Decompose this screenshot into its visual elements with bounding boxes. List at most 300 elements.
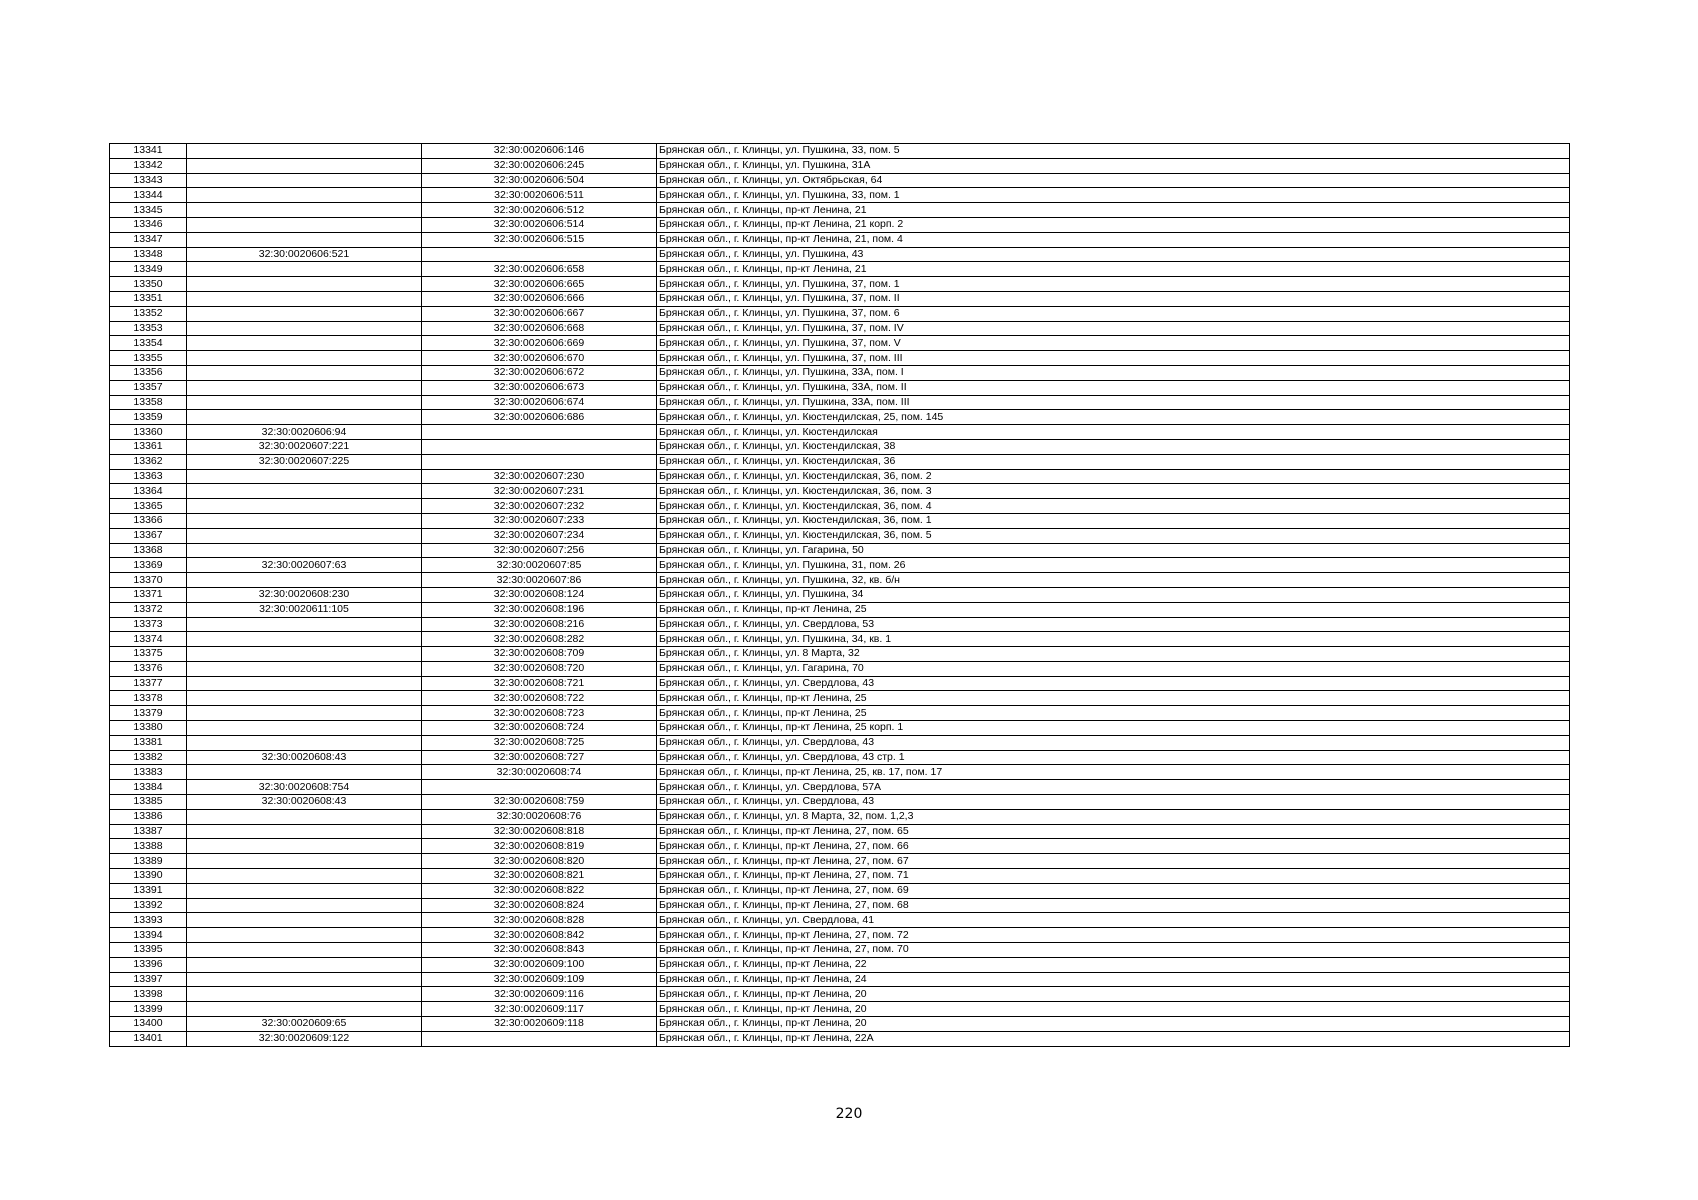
- land-cadastral-number-cell: 32:30:0020608:230: [187, 587, 422, 602]
- building-cadastral-number-cell: [422, 439, 657, 454]
- row-number-cell: 13351: [110, 291, 187, 306]
- row-number-cell: 13371: [110, 587, 187, 602]
- row-number-cell: 13367: [110, 528, 187, 543]
- building-cadastral-number-cell: 32:30:0020607:230: [422, 469, 657, 484]
- building-cadastral-number-cell: [422, 425, 657, 440]
- land-cadastral-number-cell: [187, 676, 422, 691]
- row-number-cell: 13355: [110, 351, 187, 366]
- address-cell: Брянская обл., г. Клинцы, ул. Пушкина, 37, пом. II: [657, 291, 1570, 306]
- land-cadastral-number-cell: [187, 351, 422, 366]
- table-row: [110, 395, 1570, 410]
- address-cell: Брянская обл., г. Клинцы, ул. Кюстендилская, 36, пом. 2: [657, 469, 1570, 484]
- table-row: [110, 706, 1570, 721]
- table-row: [110, 306, 1570, 321]
- row-number-cell: 13349: [110, 262, 187, 277]
- land-cadastral-number-cell: 32:30:0020607:63: [187, 558, 422, 573]
- land-cadastral-number-cell: [187, 854, 422, 869]
- table-row: [110, 1031, 1570, 1046]
- land-cadastral-number-cell: [187, 321, 422, 336]
- row-number-cell: 13401: [110, 1031, 187, 1046]
- building-cadastral-number-cell: 32:30:0020608:709: [422, 647, 657, 662]
- table-row: [110, 410, 1570, 425]
- table-row: [110, 439, 1570, 454]
- address-cell: Брянская обл., г. Клинцы, ул. Кюстендилская, 36, пом. 4: [657, 499, 1570, 514]
- land-cadastral-number-cell: [187, 972, 422, 987]
- row-number-cell: 13365: [110, 499, 187, 514]
- building-cadastral-number-cell: 32:30:0020606:670: [422, 351, 657, 366]
- table-row: [110, 632, 1570, 647]
- building-cadastral-number-cell: 32:30:0020606:669: [422, 336, 657, 351]
- address-cell: Брянская обл., г. Клинцы, пр-кт Ленина, 24: [657, 972, 1570, 987]
- building-cadastral-number-cell: 32:30:0020608:723: [422, 706, 657, 721]
- building-cadastral-number-cell: [422, 454, 657, 469]
- row-number-cell: 13397: [110, 972, 187, 987]
- address-cell: Брянская обл., г. Клинцы, пр-кт Ленина, 20: [657, 987, 1570, 1002]
- table-row: [110, 780, 1570, 795]
- table-row: [110, 913, 1570, 928]
- address-cell: Брянская обл., г. Клинцы, ул. Свердлова, 57А: [657, 780, 1570, 795]
- land-cadastral-number-cell: [187, 410, 422, 425]
- table-row: [110, 232, 1570, 247]
- land-cadastral-number-cell: [187, 513, 422, 528]
- row-number-cell: 13343: [110, 173, 187, 188]
- building-cadastral-number-cell: 32:30:0020606:511: [422, 188, 657, 203]
- table-row: [110, 1017, 1570, 1032]
- table-row: [110, 691, 1570, 706]
- building-cadastral-number-cell: 32:30:0020606:672: [422, 365, 657, 380]
- row-number-cell: 13354: [110, 336, 187, 351]
- land-cadastral-number-cell: [187, 158, 422, 173]
- land-cadastral-number-cell: [187, 987, 422, 1002]
- row-number-cell: 13373: [110, 617, 187, 632]
- building-cadastral-number-cell: 32:30:0020609:116: [422, 987, 657, 1002]
- table-row: [110, 499, 1570, 514]
- building-cadastral-number-cell: 32:30:0020608:76: [422, 809, 657, 824]
- row-number-cell: 13382: [110, 750, 187, 765]
- land-cadastral-number-cell: [187, 765, 422, 780]
- address-cell: Брянская обл., г. Клинцы, пр-кт Ленина, 21 корп. 2: [657, 217, 1570, 232]
- land-cadastral-number-cell: [187, 173, 422, 188]
- address-cell: Брянская обл., г. Клинцы, ул. Кюстендилская, 38: [657, 439, 1570, 454]
- address-cell: Брянская обл., г. Клинцы, ул. Пушкина, 33А, пом. I: [657, 365, 1570, 380]
- address-cell: Брянская обл., г. Клинцы, пр-кт Ленина, 21: [657, 203, 1570, 218]
- row-number-cell: 13377: [110, 676, 187, 691]
- address-cell: Брянская обл., г. Клинцы, ул. Кюстендилская, 36, пом. 5: [657, 528, 1570, 543]
- row-number-cell: 13362: [110, 454, 187, 469]
- row-number-cell: 13380: [110, 721, 187, 736]
- address-cell: Брянская обл., г. Клинцы, пр-кт Ленина, 21: [657, 262, 1570, 277]
- land-cadastral-number-cell: [187, 824, 422, 839]
- address-cell: Брянская обл., г. Клинцы, пр-кт Ленина, 25 корп. 1: [657, 721, 1570, 736]
- row-number-cell: 13358: [110, 395, 187, 410]
- building-cadastral-number-cell: 32:30:0020609:100: [422, 957, 657, 972]
- address-cell: Брянская обл., г. Клинцы, пр-кт Ленина, 25: [657, 706, 1570, 721]
- building-cadastral-number-cell: 32:30:0020608:724: [422, 721, 657, 736]
- row-number-cell: 13381: [110, 735, 187, 750]
- address-cell: Брянская обл., г. Клинцы, пр-кт Ленина, 27, пом. 65: [657, 824, 1570, 839]
- land-cadastral-number-cell: [187, 484, 422, 499]
- table-body: [110, 144, 1570, 1047]
- building-cadastral-number-cell: [422, 780, 657, 795]
- table-row: [110, 513, 1570, 528]
- building-cadastral-number-cell: 32:30:0020608:824: [422, 898, 657, 913]
- row-number-cell: 13378: [110, 691, 187, 706]
- row-number-cell: 13398: [110, 987, 187, 1002]
- table-row: [110, 809, 1570, 824]
- building-cadastral-number-cell: 32:30:0020606:665: [422, 277, 657, 292]
- address-cell: Брянская обл., г. Клинцы, пр-кт Ленина, 27, пом. 72: [657, 928, 1570, 943]
- row-number-cell: 13357: [110, 380, 187, 395]
- table-row: [110, 647, 1570, 662]
- land-cadastral-number-cell: [187, 203, 422, 218]
- address-cell: Брянская обл., г. Клинцы, ул. Пушкина, 33А, пом. III: [657, 395, 1570, 410]
- land-cadastral-number-cell: 32:30:0020606:521: [187, 247, 422, 262]
- address-cell: Брянская обл., г. Клинцы, пр-кт Ленина, 27, пом. 71: [657, 869, 1570, 884]
- building-cadastral-number-cell: 32:30:0020608:196: [422, 602, 657, 617]
- table-row: [110, 869, 1570, 884]
- table-row: [110, 262, 1570, 277]
- building-cadastral-number-cell: 32:30:0020607:234: [422, 528, 657, 543]
- table-row: [110, 351, 1570, 366]
- row-number-cell: 13388: [110, 839, 187, 854]
- table-row: [110, 558, 1570, 573]
- land-cadastral-number-cell: [187, 913, 422, 928]
- address-cell: Брянская обл., г. Клинцы, ул. Пушкина, 34, кв. 1: [657, 632, 1570, 647]
- address-cell: Брянская обл., г. Клинцы, ул. Кюстендилская, 25, пом. 145: [657, 410, 1570, 425]
- table-row: [110, 617, 1570, 632]
- land-cadastral-number-cell: [187, 380, 422, 395]
- land-cadastral-number-cell: [187, 365, 422, 380]
- table-row: [110, 277, 1570, 292]
- table-row: [110, 247, 1570, 262]
- building-cadastral-number-cell: 32:30:0020608:74: [422, 765, 657, 780]
- building-cadastral-number-cell: 32:30:0020606:514: [422, 217, 657, 232]
- row-number-cell: 13383: [110, 765, 187, 780]
- building-cadastral-number-cell: 32:30:0020609:118: [422, 1017, 657, 1032]
- building-cadastral-number-cell: 32:30:0020608:720: [422, 661, 657, 676]
- row-number-cell: 13353: [110, 321, 187, 336]
- table-row: [110, 661, 1570, 676]
- land-cadastral-number-cell: [187, 839, 422, 854]
- table-row: [110, 528, 1570, 543]
- row-number-cell: 13399: [110, 1002, 187, 1017]
- address-cell: Брянская обл., г. Клинцы, ул. Пушкина, 37, пом. 6: [657, 306, 1570, 321]
- row-number-cell: 13396: [110, 957, 187, 972]
- address-cell: Брянская обл., г. Клинцы, ул. Свердлова, 53: [657, 617, 1570, 632]
- row-number-cell: 13393: [110, 913, 187, 928]
- land-cadastral-number-cell: [187, 1002, 422, 1017]
- row-number-cell: 13359: [110, 410, 187, 425]
- building-cadastral-number-cell: 32:30:0020606:515: [422, 232, 657, 247]
- land-cadastral-number-cell: [187, 809, 422, 824]
- land-cadastral-number-cell: [187, 573, 422, 588]
- address-cell: Брянская обл., г. Клинцы, пр-кт Ленина, 27, пом. 67: [657, 854, 1570, 869]
- address-cell: Брянская обл., г. Клинцы, ул. 8 Марта, 32: [657, 647, 1570, 662]
- address-cell: Брянская обл., г. Клинцы, ул. Свердлова, 43: [657, 676, 1570, 691]
- building-cadastral-number-cell: 32:30:0020606:504: [422, 173, 657, 188]
- land-cadastral-number-cell: 32:30:0020608:43: [187, 795, 422, 810]
- address-cell: Брянская обл., г. Клинцы, пр-кт Ленина, 25, кв. 17, пом. 17: [657, 765, 1570, 780]
- row-number-cell: 13361: [110, 439, 187, 454]
- land-cadastral-number-cell: 32:30:0020608:754: [187, 780, 422, 795]
- row-number-cell: 13395: [110, 943, 187, 958]
- address-cell: Брянская обл., г. Клинцы, ул. Кюстендилская, 36, пом. 3: [657, 484, 1570, 499]
- table-row: [110, 321, 1570, 336]
- address-cell: Брянская обл., г. Клинцы, ул. Пушкина, 37, пом. III: [657, 351, 1570, 366]
- table-row: [110, 602, 1570, 617]
- row-number-cell: 13350: [110, 277, 187, 292]
- building-cadastral-number-cell: 32:30:0020608:721: [422, 676, 657, 691]
- land-cadastral-number-cell: [187, 232, 422, 247]
- table-row: [110, 188, 1570, 203]
- row-number-cell: 13390: [110, 869, 187, 884]
- land-cadastral-number-cell: [187, 632, 422, 647]
- building-cadastral-number-cell: 32:30:0020608:828: [422, 913, 657, 928]
- address-cell: Брянская обл., г. Клинцы, ул. Пушкина, 31, пом. 26: [657, 558, 1570, 573]
- address-cell: Брянская обл., г. Клинцы, пр-кт Ленина, 25: [657, 691, 1570, 706]
- land-cadastral-number-cell: [187, 617, 422, 632]
- table-row: [110, 365, 1570, 380]
- table-row: [110, 144, 1570, 159]
- building-cadastral-number-cell: 32:30:0020606:245: [422, 158, 657, 173]
- building-cadastral-number-cell: 32:30:0020608:727: [422, 750, 657, 765]
- building-cadastral-number-cell: 32:30:0020608:821: [422, 869, 657, 884]
- table-row: [110, 587, 1570, 602]
- land-cadastral-number-cell: [187, 691, 422, 706]
- land-cadastral-number-cell: [187, 883, 422, 898]
- land-cadastral-number-cell: [187, 706, 422, 721]
- building-cadastral-number-cell: 32:30:0020607:85: [422, 558, 657, 573]
- row-number-cell: 13379: [110, 706, 187, 721]
- row-number-cell: 13370: [110, 573, 187, 588]
- building-cadastral-number-cell: 32:30:0020609:109: [422, 972, 657, 987]
- address-cell: Брянская обл., г. Клинцы, пр-кт Ленина, 22А: [657, 1031, 1570, 1046]
- row-number-cell: 13345: [110, 203, 187, 218]
- table-row: [110, 336, 1570, 351]
- address-cell: Брянская обл., г. Клинцы, ул. Свердлова, 43: [657, 795, 1570, 810]
- row-number-cell: 13376: [110, 661, 187, 676]
- row-number-cell: 13363: [110, 469, 187, 484]
- row-number-cell: 13387: [110, 824, 187, 839]
- building-cadastral-number-cell: 32:30:0020607:231: [422, 484, 657, 499]
- building-cadastral-number-cell: [422, 1031, 657, 1046]
- page-number: 220: [835, 1106, 863, 1122]
- table-row: [110, 203, 1570, 218]
- land-cadastral-number-cell: 32:30:0020608:43: [187, 750, 422, 765]
- land-cadastral-number-cell: [187, 528, 422, 543]
- building-cadastral-number-cell: 32:30:0020608:819: [422, 839, 657, 854]
- table-row: [110, 1002, 1570, 1017]
- building-cadastral-number-cell: 32:30:0020608:124: [422, 587, 657, 602]
- row-number-cell: 13400: [110, 1017, 187, 1032]
- table-row: [110, 721, 1570, 736]
- table-row: [110, 543, 1570, 558]
- building-cadastral-number-cell: 32:30:0020606:674: [422, 395, 657, 410]
- table-row: [110, 943, 1570, 958]
- row-number-cell: 13366: [110, 513, 187, 528]
- land-cadastral-number-cell: 32:30:0020609:122: [187, 1031, 422, 1046]
- row-number-cell: 13375: [110, 647, 187, 662]
- land-cadastral-number-cell: [187, 735, 422, 750]
- table-row: [110, 898, 1570, 913]
- table-row: [110, 765, 1570, 780]
- building-cadastral-number-cell: 32:30:0020608:842: [422, 928, 657, 943]
- row-number-cell: 13364: [110, 484, 187, 499]
- row-number-cell: 13392: [110, 898, 187, 913]
- row-number-cell: 13389: [110, 854, 187, 869]
- land-cadastral-number-cell: [187, 721, 422, 736]
- table-row: [110, 735, 1570, 750]
- table-row: [110, 380, 1570, 395]
- row-number-cell: 13360: [110, 425, 187, 440]
- land-cadastral-number-cell: 32:30:0020607:221: [187, 439, 422, 454]
- address-cell: Брянская обл., г. Клинцы, ул. Гагарина, 70: [657, 661, 1570, 676]
- land-cadastral-number-cell: [187, 144, 422, 159]
- address-cell: Брянская обл., г. Клинцы, ул. Свердлова, 43 стр. 1: [657, 750, 1570, 765]
- address-cell: Брянская обл., г. Клинцы, пр-кт Ленина, 22: [657, 957, 1570, 972]
- building-cadastral-number-cell: 32:30:0020607:86: [422, 573, 657, 588]
- row-number-cell: 13369: [110, 558, 187, 573]
- address-cell: Брянская обл., г. Клинцы, ул. Кюстендилская, 36, пом. 1: [657, 513, 1570, 528]
- land-cadastral-number-cell: 32:30:0020607:225: [187, 454, 422, 469]
- row-number-cell: 13372: [110, 602, 187, 617]
- row-number-cell: 13368: [110, 543, 187, 558]
- land-cadastral-number-cell: [187, 928, 422, 943]
- table-row: [110, 928, 1570, 943]
- table-row: [110, 573, 1570, 588]
- land-cadastral-number-cell: [187, 469, 422, 484]
- land-cadastral-number-cell: [187, 943, 422, 958]
- address-cell: Брянская обл., г. Клинцы, ул. Пушкина, 32, кв. б/н: [657, 573, 1570, 588]
- row-number-cell: 13385: [110, 795, 187, 810]
- row-number-cell: 13374: [110, 632, 187, 647]
- land-cadastral-number-cell: [187, 217, 422, 232]
- table-row: [110, 750, 1570, 765]
- building-cadastral-number-cell: 32:30:0020606:667: [422, 306, 657, 321]
- address-cell: Брянская обл., г. Клинцы, ул. Кюстендилская: [657, 425, 1570, 440]
- building-cadastral-number-cell: 32:30:0020608:818: [422, 824, 657, 839]
- table-row: [110, 425, 1570, 440]
- address-cell: Брянская обл., г. Клинцы, ул. Пушкина, 43: [657, 247, 1570, 262]
- land-cadastral-number-cell: [187, 291, 422, 306]
- land-cadastral-number-cell: [187, 957, 422, 972]
- building-cadastral-number-cell: 32:30:0020606:146: [422, 144, 657, 159]
- table-row: [110, 484, 1570, 499]
- address-cell: Брянская обл., г. Клинцы, ул. Свердлова, 43: [657, 735, 1570, 750]
- row-number-cell: 13346: [110, 217, 187, 232]
- building-cadastral-number-cell: 32:30:0020608:822: [422, 883, 657, 898]
- land-cadastral-number-cell: [187, 898, 422, 913]
- table-row: [110, 883, 1570, 898]
- table-row: [110, 957, 1570, 972]
- row-number-cell: 13384: [110, 780, 187, 795]
- table-row: [110, 291, 1570, 306]
- address-cell: Брянская обл., г. Клинцы, ул. Гагарина, 50: [657, 543, 1570, 558]
- table-row: [110, 854, 1570, 869]
- building-cadastral-number-cell: 32:30:0020609:117: [422, 1002, 657, 1017]
- building-cadastral-number-cell: 32:30:0020606:673: [422, 380, 657, 395]
- building-cadastral-number-cell: 32:30:0020608:216: [422, 617, 657, 632]
- row-number-cell: 13348: [110, 247, 187, 262]
- address-cell: Брянская обл., г. Клинцы, ул. Пушкина, 33А, пом. II: [657, 380, 1570, 395]
- address-cell: Брянская обл., г. Клинцы, ул. Пушкина, 37, пом. 1: [657, 277, 1570, 292]
- building-cadastral-number-cell: 32:30:0020608:725: [422, 735, 657, 750]
- land-cadastral-number-cell: [187, 188, 422, 203]
- table-row: [110, 454, 1570, 469]
- address-cell: Брянская обл., г. Клинцы, ул. Пушкина, 37, пом. IV: [657, 321, 1570, 336]
- building-cadastral-number-cell: 32:30:0020608:820: [422, 854, 657, 869]
- land-cadastral-number-cell: 32:30:0020606:94: [187, 425, 422, 440]
- land-cadastral-number-cell: [187, 499, 422, 514]
- table-row: [110, 795, 1570, 810]
- table-row: [110, 676, 1570, 691]
- address-cell: Брянская обл., г. Клинцы, ул. Пушкина, 33, пом. 1: [657, 188, 1570, 203]
- building-cadastral-number-cell: [422, 247, 657, 262]
- building-cadastral-number-cell: 32:30:0020606:658: [422, 262, 657, 277]
- land-cadastral-number-cell: [187, 395, 422, 410]
- row-number-cell: 13341: [110, 144, 187, 159]
- building-cadastral-number-cell: 32:30:0020606:686: [422, 410, 657, 425]
- land-cadastral-number-cell: [187, 661, 422, 676]
- cadastral-table: [109, 143, 1570, 1047]
- address-cell: Брянская обл., г. Клинцы, ул. Свердлова, 41: [657, 913, 1570, 928]
- address-cell: Брянская обл., г. Клинцы, ул. Пушкина, 33, пом. 5: [657, 144, 1570, 159]
- table-row: [110, 972, 1570, 987]
- row-number-cell: 13394: [110, 928, 187, 943]
- land-cadastral-number-cell: 32:30:0020609:65: [187, 1017, 422, 1032]
- table-row: [110, 217, 1570, 232]
- address-cell: Брянская обл., г. Клинцы, пр-кт Ленина, 27, пом. 68: [657, 898, 1570, 913]
- table-row: [110, 158, 1570, 173]
- address-cell: Брянская обл., г. Клинцы, пр-кт Ленина, 27, пом. 69: [657, 883, 1570, 898]
- row-number-cell: 13352: [110, 306, 187, 321]
- address-cell: Брянская обл., г. Клинцы, ул. Пушкина, 37, пом. V: [657, 336, 1570, 351]
- building-cadastral-number-cell: 32:30:0020607:232: [422, 499, 657, 514]
- address-cell: Брянская обл., г. Клинцы, ул. Пушкина, 31А: [657, 158, 1570, 173]
- address-cell: Брянская обл., г. Клинцы, ул. Кюстендилская, 36: [657, 454, 1570, 469]
- building-cadastral-number-cell: 32:30:0020608:759: [422, 795, 657, 810]
- building-cadastral-number-cell: 32:30:0020607:256: [422, 543, 657, 558]
- table-row: [110, 839, 1570, 854]
- table-row: [110, 987, 1570, 1002]
- land-cadastral-number-cell: 32:30:0020611:105: [187, 602, 422, 617]
- address-cell: Брянская обл., г. Клинцы, ул. 8 Марта, 32, пом. 1,2,3: [657, 809, 1570, 824]
- table-row: [110, 469, 1570, 484]
- land-cadastral-number-cell: [187, 647, 422, 662]
- building-cadastral-number-cell: 32:30:0020607:233: [422, 513, 657, 528]
- address-cell: Брянская обл., г. Клинцы, пр-кт Ленина, 20: [657, 1017, 1570, 1032]
- row-number-cell: 13347: [110, 232, 187, 247]
- table-row: [110, 173, 1570, 188]
- land-cadastral-number-cell: [187, 306, 422, 321]
- row-number-cell: 13391: [110, 883, 187, 898]
- table-row: [110, 824, 1570, 839]
- building-cadastral-number-cell: 32:30:0020606:666: [422, 291, 657, 306]
- row-number-cell: 13342: [110, 158, 187, 173]
- address-cell: Брянская обл., г. Клинцы, пр-кт Ленина, 27, пом. 70: [657, 943, 1570, 958]
- address-cell: Брянская обл., г. Клинцы, ул. Октябрьская, 64: [657, 173, 1570, 188]
- row-number-cell: 13386: [110, 809, 187, 824]
- row-number-cell: 13344: [110, 188, 187, 203]
- land-cadastral-number-cell: [187, 336, 422, 351]
- address-cell: Брянская обл., г. Клинцы, пр-кт Ленина, 27, пом. 66: [657, 839, 1570, 854]
- building-cadastral-number-cell: 32:30:0020606:512: [422, 203, 657, 218]
- land-cadastral-number-cell: [187, 543, 422, 558]
- building-cadastral-number-cell: 32:30:0020608:843: [422, 943, 657, 958]
- building-cadastral-number-cell: 32:30:0020608:722: [422, 691, 657, 706]
- address-cell: Брянская обл., г. Клинцы, пр-кт Ленина, 21, пом. 4: [657, 232, 1570, 247]
- building-cadastral-number-cell: 32:30:0020606:668: [422, 321, 657, 336]
